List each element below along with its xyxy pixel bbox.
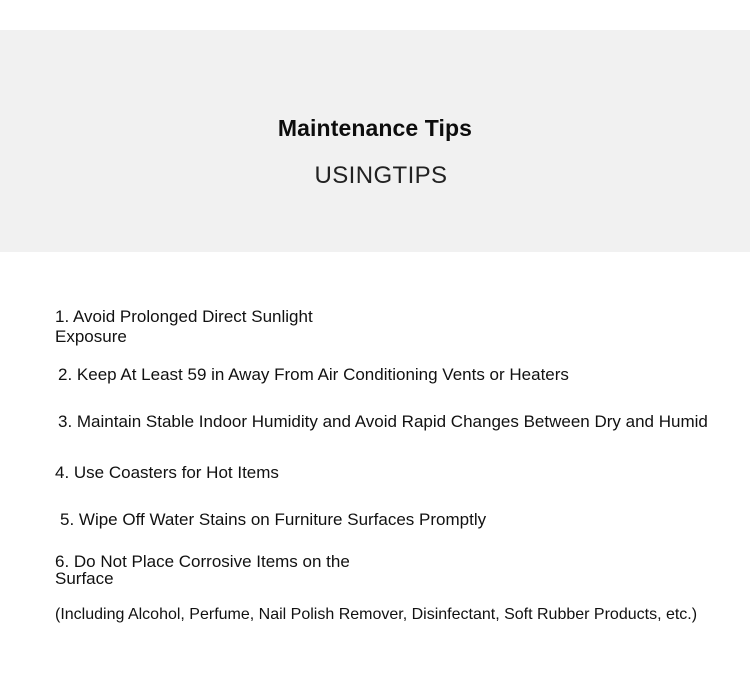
header-banner xyxy=(0,30,750,252)
tip-item-5 xyxy=(60,510,486,530)
tip-text-line-1: 1. Avoid Prolonged Direct Sunlight xyxy=(55,307,313,326)
tip-text-line-1: 6. Do Not Place Corrosive Items on the xyxy=(55,552,350,571)
tip-text-line-2: Exposure xyxy=(55,327,127,346)
tip-item-6 xyxy=(55,553,350,587)
page-title: Maintenance Tips xyxy=(277,115,473,141)
tip-item-4 xyxy=(55,463,279,483)
tip-item-3 xyxy=(58,412,708,432)
tip-item-2 xyxy=(58,365,569,385)
tip-text-line-2: Surface xyxy=(55,569,114,588)
tip-text: 4. Use Coasters for Hot Items xyxy=(55,463,279,482)
tip-text: 2. Keep At Least 59 in Away From Air Conditioning Vents or Heaters xyxy=(58,365,569,384)
tip-item-1 xyxy=(55,307,313,347)
tip-6-note: (Including Alcohol, Perfume, Nail Polish Remover, Disinfectant, Soft Rubber Products, etc.) xyxy=(55,606,698,623)
page-subtitle: USINGTIPS xyxy=(314,162,448,189)
tip-text: 5. Wipe Off Water Stains on Furniture Surfaces Promptly xyxy=(60,510,487,529)
tip-text: 3. Maintain Stable Indoor Humidity and Avoid Rapid Changes Between Dry and Humid xyxy=(58,412,708,431)
